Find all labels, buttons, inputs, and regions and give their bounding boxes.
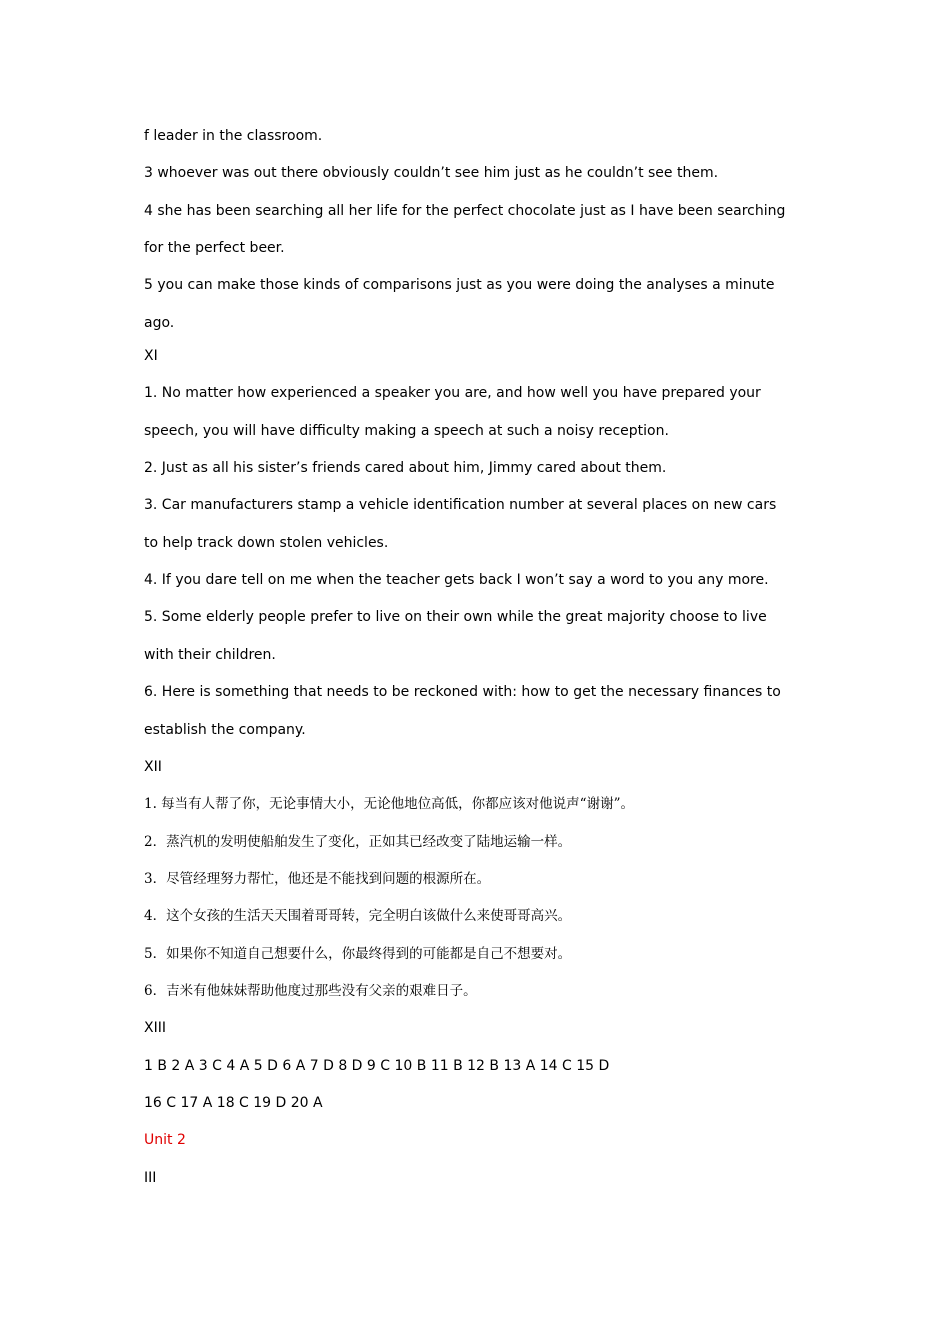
text-line: 3. Car manufacturers stamp a vehicle identification number at several places on new cars: [144, 497, 777, 513]
text-line: 6．吉米有他妹妹帮助他度过那些没有父亲的艰难日子。: [144, 983, 477, 999]
text-line: with their children.: [144, 647, 276, 663]
text-line: 2. Just as all his sister’s friends cared about him, Jimmy cared about them.: [144, 460, 667, 476]
text-line: 5. Some elderly people prefer to live on their own while the great majority choose to live: [144, 609, 767, 625]
text-line: establish the company.: [144, 722, 306, 738]
text-line: XIII: [144, 1020, 166, 1036]
text-line: 16 C 17 A 18 C 19 D 20 A: [144, 1095, 323, 1111]
text-line: 2．蒸汽机的发明使船舶发生了变化，正如其已经改变了陆地运输一样。: [144, 834, 572, 850]
text-line: XII: [144, 759, 162, 775]
text-line: 4．这个女孩的生活天天围着哥哥转，完全明白该做什么来使哥哥高兴。: [144, 908, 572, 924]
section-heading: Unit 2: [144, 1132, 186, 1148]
text-line: 5．如果你不知道自己想要什么，你最终得到的可能都是自己不想要对。: [144, 946, 572, 962]
text-line: 4 she has been searching all her life for the perfect chocolate just as I have been searching: [144, 203, 786, 219]
text-line: to help track down stolen vehicles.: [144, 535, 389, 551]
text-line: ago.: [144, 315, 175, 331]
text-line: 5 you can make those kinds of comparisons just as you were doing the analyses a minute: [144, 277, 775, 293]
text-line: 1. No matter how experienced a speaker you are, and how well you have prepared your: [144, 385, 761, 401]
text-line: for the perfect beer.: [144, 240, 285, 256]
text-line: 1. 每当有人帮了你，无论事情大小，无论他地位高低，你都应该对他说声“谢谢”。: [144, 796, 634, 812]
text-line: 3．尽管经理努力帮忙，他还是不能找到问题的根源所在。: [144, 871, 491, 887]
text-line: speech, you will have difficulty making a speech at such a noisy reception.: [144, 423, 669, 439]
text-line: 4. If you dare tell on me when the teacher gets back I won’t say a word to you any more.: [144, 572, 769, 588]
text-line: III: [144, 1170, 157, 1186]
text-line: XI: [144, 348, 158, 364]
text-line: 6. Here is something that needs to be reckoned with: how to get the necessary finances to: [144, 684, 781, 700]
text-line: 1 B 2 A 3 C 4 A 5 D 6 A 7 D 8 D 9 C 10 B 11 B 12 B 13 A 14 C 15 D: [144, 1058, 610, 1074]
text-line: f leader in the classroom.: [144, 128, 323, 144]
text-line: 3 whoever was out there obviously couldn’t see him just as he couldn’t see them.: [144, 165, 719, 181]
